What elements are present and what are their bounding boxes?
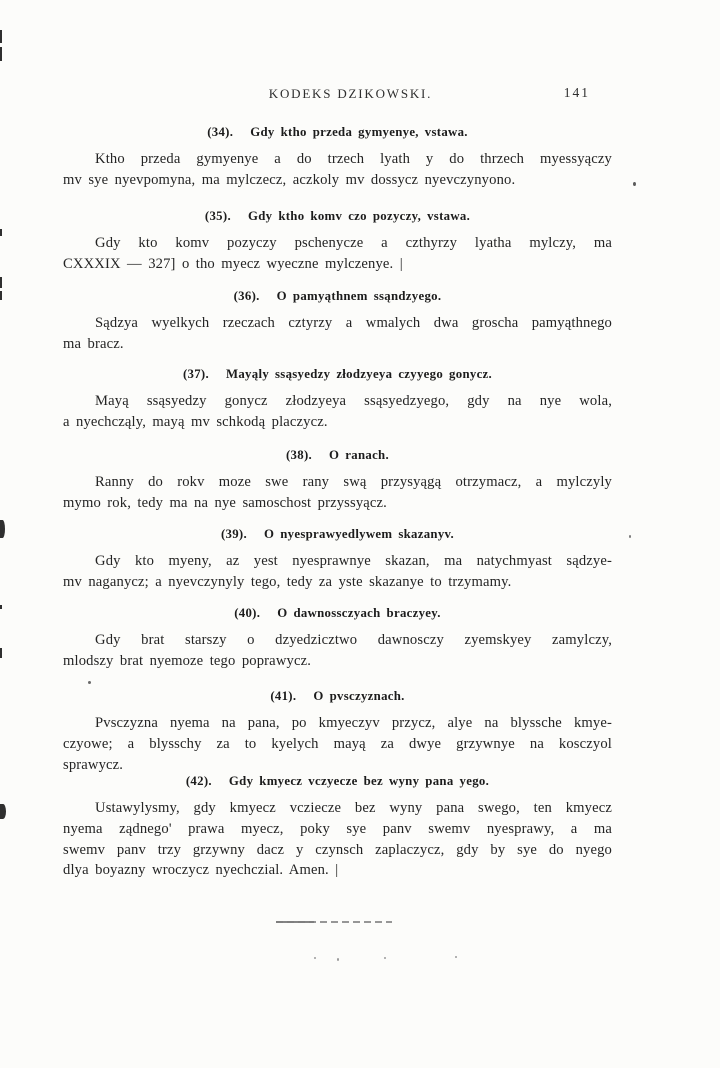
- scan-dot: [314, 957, 316, 959]
- page-number: 141: [563, 85, 590, 100]
- body-line: CXXXIX — 327] o tho myecz wyeczne mylczenye. |: [63, 255, 403, 272]
- section-number: (38).: [286, 448, 313, 462]
- section-number: (37).: [182, 367, 209, 381]
- section-42: [63, 773, 612, 881]
- body-line: nyema ządnego' prawa myecz, poky sye panv swemv nyesprawy, a ma: [63, 820, 612, 837]
- body-line: Ranny do rokv moze swe rany swą przysyągą otrzymacz, a mylczyly: [95, 474, 612, 490]
- section-38: [63, 447, 612, 514]
- scan-artifact: [0, 229, 2, 236]
- section-heading: [63, 605, 612, 621]
- body-line: swemv panv trzy grzywny dacz y czynsch zaplaczycz, gdy by sye do nyego: [63, 841, 612, 858]
- body-line: Ktho przeda gymyenye a do trzech lyath y do thrzech myessyączy: [95, 151, 612, 167]
- section-title: Gdy ktho przeda gymyenye, vstawa.: [250, 125, 468, 139]
- section-title: Mayąly ssąsyedzy złodzyeya czyyego gonycz.: [225, 367, 493, 381]
- body-line: Gdy kto myeny, az yest nyesprawnye skazan, ma natychmyast sądzye-: [95, 553, 612, 569]
- section-heading: [63, 773, 612, 789]
- section-title: Gdy ktho komv czo pozyczy, vstawa.: [247, 209, 471, 223]
- section-37: [63, 366, 612, 433]
- section-40: [63, 605, 612, 672]
- running-title: KODEKS DZIKOWSKI.: [268, 86, 433, 101]
- scan-artifact: [0, 520, 5, 538]
- section-heading: [63, 447, 612, 463]
- body-line: mymo rok, tedy ma na nye samoschost przyssyącz.: [63, 494, 387, 511]
- section-number: (42).: [185, 774, 212, 788]
- section-number: (39).: [220, 527, 247, 541]
- section-heading: [63, 366, 612, 382]
- body-line: mv naganycz; a nyevczynyly tego, tedy za yste skazanye to trzymamy.: [63, 573, 512, 590]
- body-line: Gdy brat starszy o dzyedzicztwo dawnosczy zyemskyey zamylczy,: [95, 632, 612, 648]
- section-title: O pamyąthnem ssąndzyego.: [276, 289, 442, 303]
- section-number: (40).: [234, 606, 261, 620]
- body-line: Sądzya wyelkych rzeczach cztyrzy a wmalych dwa groscha pamyąthnego: [95, 315, 612, 331]
- section-number: (35).: [204, 209, 231, 223]
- scan-artifact: [0, 291, 2, 300]
- separator-rule-dashed: [276, 921, 392, 923]
- section-34: [63, 124, 612, 191]
- section-heading: [63, 208, 612, 224]
- section-heading: [63, 688, 612, 704]
- scan-artifact: [0, 605, 2, 609]
- body-line: mv sye nyevpomyna, ma mylczecz, aczkoly mv dossycz nyevczynyono.: [63, 171, 516, 188]
- section-number: (36).: [233, 289, 260, 303]
- scan-artifact: [0, 804, 6, 819]
- body-line: Pvsczyzna nyema na pana, po kmyeczyv przycz, alye na blyssche kmye-: [95, 715, 612, 731]
- body-line: mlodszy brat nyemoze tego poprawycz.: [63, 652, 312, 669]
- section-heading: [63, 288, 612, 304]
- section-title: O pvsczyznach.: [313, 689, 405, 703]
- ink-speck: [629, 535, 631, 538]
- scan-dot: [337, 958, 339, 961]
- body-line: a nyechcząly, mayą mv schkodą placzycz.: [63, 413, 328, 430]
- section-35: [63, 208, 612, 275]
- section-39: [63, 526, 612, 593]
- body-line: Mayą ssąsyedzy gonycz złodzyeya ssąsyedzyego, gdy na nye wola,: [95, 393, 612, 409]
- scan-artifact: [0, 648, 2, 658]
- section-number: (34).: [207, 125, 234, 139]
- section-title: O nyesprawyedlywem skazanyv.: [263, 527, 455, 541]
- scan-artifact: [0, 47, 2, 61]
- section-number: (41).: [270, 689, 297, 703]
- section-title: O ranach.: [329, 448, 389, 462]
- section-heading: [63, 124, 612, 140]
- body-line: sprawycz.: [63, 756, 124, 773]
- body-line: ma bracz.: [63, 335, 124, 352]
- section-title: O dawnossczyach braczyey.: [277, 606, 441, 620]
- scan-dot: [384, 957, 386, 959]
- section-title: Gdy kmyecz vczyecze bez wyny pana yego.: [228, 774, 490, 788]
- ink-speck: [88, 681, 91, 684]
- scan-artifact: [0, 277, 2, 288]
- section-36: [63, 288, 612, 355]
- section-41: [63, 688, 612, 775]
- ink-speck: [633, 182, 636, 186]
- section-heading: [63, 526, 612, 542]
- scan-artifact: [0, 30, 2, 43]
- scan-dot: [455, 956, 457, 958]
- body-line: Ustawylysmy, gdy kmyecz vcziecze bez wyny pana swego, ten kmyecz: [95, 800, 612, 816]
- body-line: dlya boyazny wroczycz nyechczial. Amen. |: [63, 862, 339, 879]
- body-line: czyowe; a blysschy za to kyelych mayą za dwye grzywnye na kosczyol: [63, 735, 612, 752]
- body-line: Gdy kto komv pozyczy pschenycze a czthyrzy lyatha mylczy, ma: [95, 235, 612, 251]
